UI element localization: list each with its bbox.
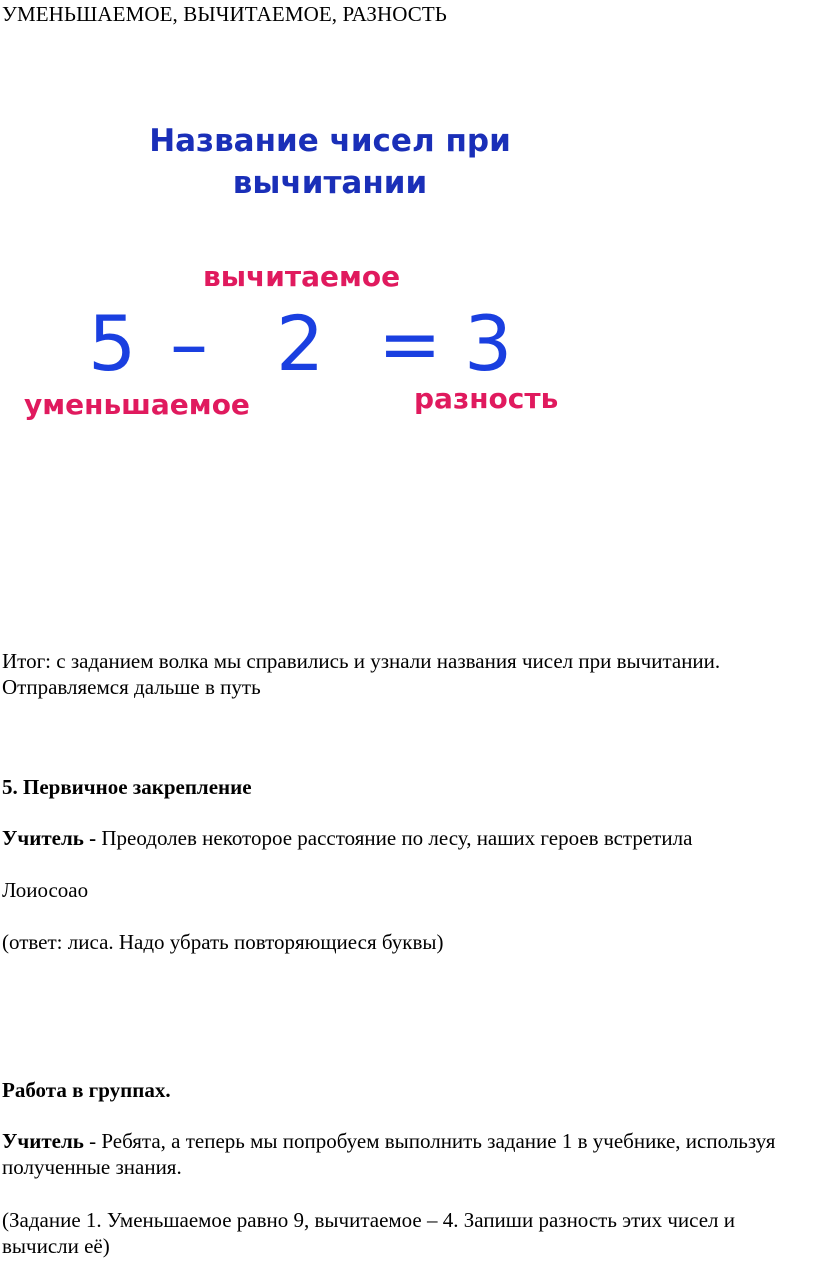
term-subtrahend-label: вычитаемое [203,260,401,293]
task-paragraph: (Задание 1. Уменьшаемое равно 9, вычитаемое – 4. Запиши разность этих чисел и вычисли её) [2,1208,736,1258]
equation-equals-sign: = [378,299,442,388]
document-title: УМЕНЬШАЕМОЕ, ВЫЧИТАЕМОЕ, РАЗНОСТЬ [2,2,447,26]
answer-paragraph: (ответ: лиса. Надо убрать повторяющиеся буквы) [2,930,444,954]
section-heading-primary-consolidation: 5. Первичное закрепление [2,775,252,799]
teacher-paragraph-1 [2,825,812,851]
summary-paragraph: Итог: с заданием волка мы справились и узнали названия чисел при вычитании. Отправляемся дальше в путь [2,649,721,699]
slide-illustration [0,110,600,440]
teacher-label: Учитель [2,1129,84,1153]
equation-difference: 3 [464,299,513,388]
slide-heading: Название чисел при вычитании [149,123,511,201]
teacher-text: Преодолев некоторое расстояние по лесу, наших героев встретила [101,826,693,850]
teacher-text: - Ребята, а теперь мы попробуем выполнить задание 1 в учебнике, используя полученные знания. [2,1129,776,1179]
teacher-label: Учитель - [2,826,102,850]
scrambled-word: Лоиосоао [2,878,89,902]
teacher-paragraph-2 [2,1128,812,1180]
term-minuend-label: уменьшаемое [24,388,250,421]
equation-minus-sign: – [170,299,208,388]
term-difference-label: разность [414,382,559,415]
equation-subtrahend: 2 [276,299,325,388]
equation-minuend: 5 [88,299,137,388]
section-heading-group-work: Работа в группах. [2,1078,171,1102]
